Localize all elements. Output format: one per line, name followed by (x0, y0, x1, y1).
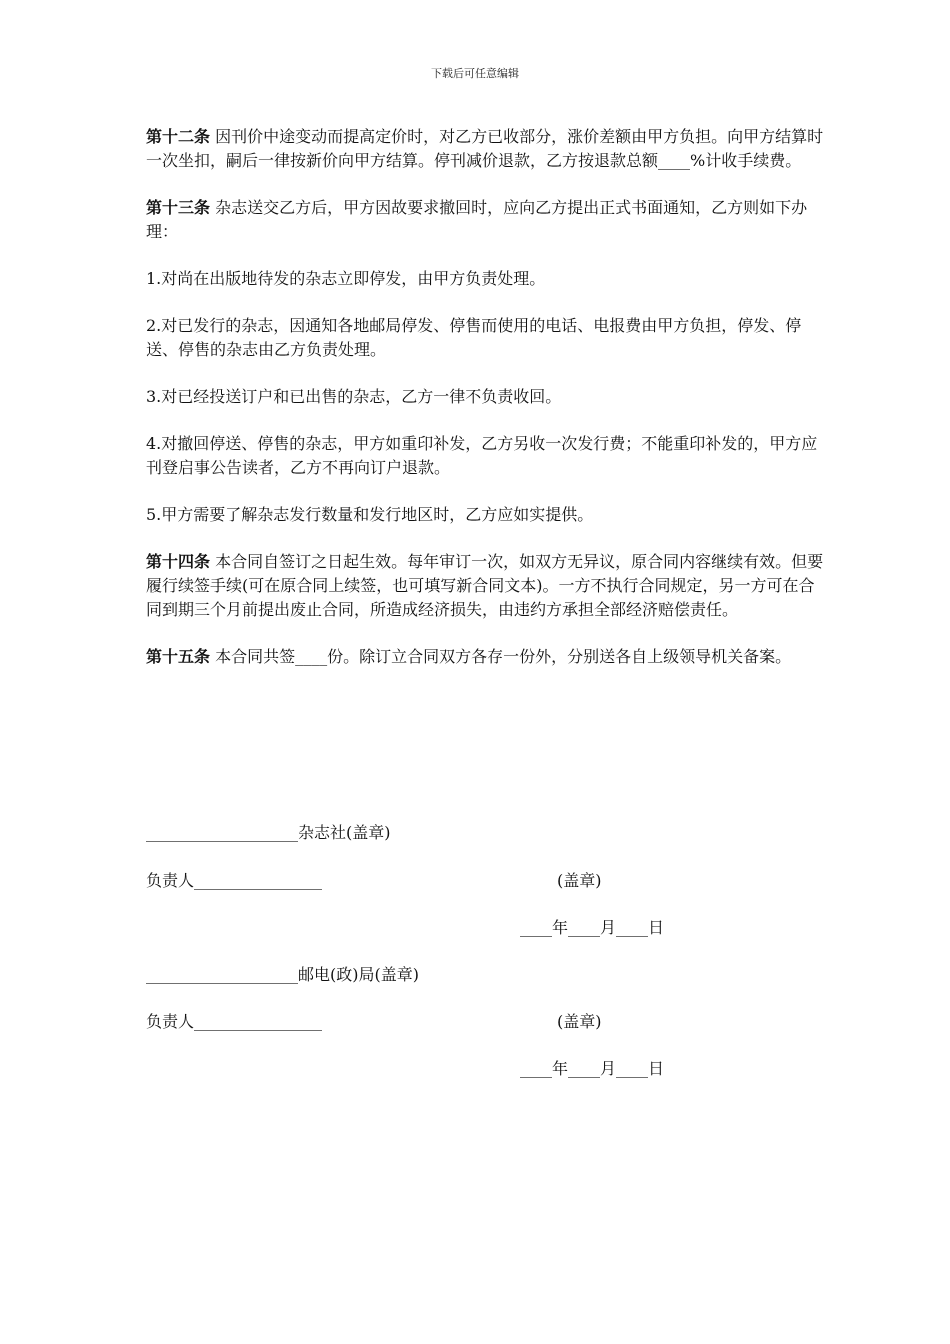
list-item: 4.对撤回停送、停售的杂志，甲方如重印补发，乙方另收一次发行费；不能重印补发的，甲方应刊登启事公告读者，乙方不再向订户退款。 (146, 434, 818, 477)
list-item: 1.对尚在出版地待发的杂志立即停发，由甲方负责处理。 (146, 269, 546, 288)
article-text: 本合同共签____份。除订立合同双方各存一份外，分别送各自上级领导机关备案。 (215, 647, 792, 666)
article-heading: 第十三条 (146, 198, 211, 217)
page-header: 下载后可任意编辑 (431, 67, 519, 80)
article-13 (146, 196, 826, 244)
seal2: (盖章) (557, 1012, 602, 1031)
article-heading: 第十四条 (146, 552, 211, 571)
signature-principal1: 负责人________________ (146, 871, 323, 890)
list-item: 2.对已发行的杂志，因通知各地邮局停发、停售而使用的电话、电报费由甲方负担，停发、停送、停售的杂志由乙方负责处理。 (146, 316, 802, 359)
date2: ____年____月____日 (520, 1059, 665, 1078)
signature-principal2: 负责人________________ (146, 1012, 323, 1031)
signature-party2: ___________________邮电(政)局(盖章) (146, 965, 419, 984)
article-heading: 第十五条 (146, 647, 211, 666)
contract-body (146, 125, 826, 692)
article-14 (146, 550, 826, 622)
list-item: 3.对已经投送订户和已出售的杂志，乙方一律不负责收回。 (146, 387, 562, 406)
date1: ____年____月____日 (520, 918, 665, 937)
article-heading: 第十二条 (146, 127, 211, 146)
article-text: 本合同自签订之日起生效。每年审订一次，如双方无异议，原合同内容继续有效。但要履行续签手续(可在原合同上续签，也可填写新合同文本)。一方不执行合同规定，另一方可在合同到期三个月前提出废止合同，所造成经济损失，由违约方承担全部经济赔偿责任。 (146, 552, 824, 619)
list-item: 5.甲方需要了解杂志发行数量和发行地区时，乙方应如实提供。 (146, 505, 594, 524)
article-text: 因刊价中途变动而提高定价时，对乙方已收部分，涨价差额由甲方负担。向甲方结算时一次坐扣，嗣后一律按新价向甲方结算。停刊减价退款，乙方按退款总额____%计收手续费。 (146, 127, 824, 170)
article-12 (146, 125, 826, 173)
signature-party1: ___________________杂志社(盖章) (146, 823, 391, 842)
article-text: 杂志送交乙方后，甲方因故要求撤回时，应向乙方提出正式书面通知，乙方则如下办理： (146, 198, 808, 241)
seal1: (盖章) (557, 871, 602, 890)
article-15 (146, 645, 826, 669)
